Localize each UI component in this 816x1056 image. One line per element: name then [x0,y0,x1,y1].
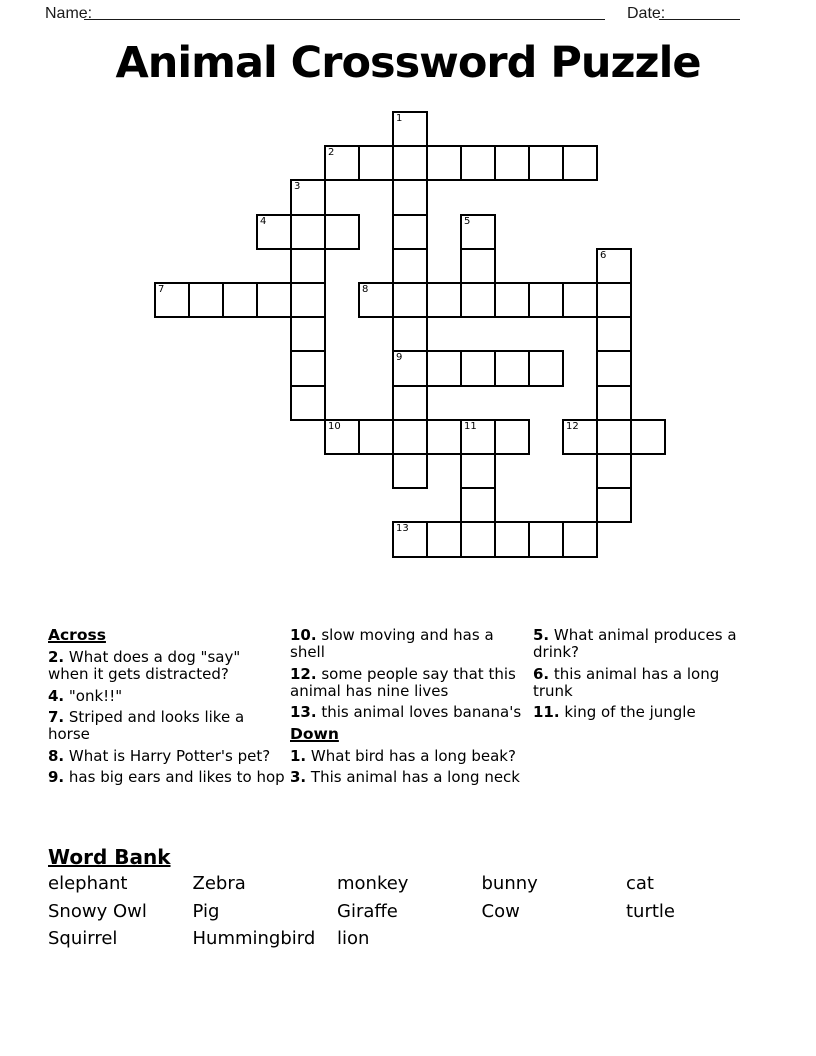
clue-text: Striped and looks like a horse [48,708,245,743]
clue-number: 10. [290,626,317,644]
word-bank-word-cat: cat [626,873,654,894]
grid-cell-r5-c2 [222,282,258,318]
word-bank-word-zebra: Zebra [192,873,246,894]
grid-cell-r1-c6 [358,145,394,181]
clue-number: 11. [533,703,560,721]
clue-number: 2. [48,648,65,666]
grid-cell-r1-c10 [494,145,530,181]
clue-text: This animal has a long neck [306,768,520,786]
grid-number-7: 7 [158,284,165,295]
grid-cell-r11-c9 [460,487,496,523]
clue-across-12 [290,666,527,700]
grid-cell-r9-c7 [392,419,428,455]
clue-down-5 [533,627,758,661]
grid-number-2: 2 [328,147,335,159]
clue-across-4 [48,688,285,705]
word-bank-word-lion: lion [337,928,370,949]
grid-cell-r7-c7 [392,350,428,386]
word-bank-word-elephant: elephant [48,873,128,894]
clue-text: some people say that this animal has nine lives [290,664,516,700]
grid-cell-r4-c13 [596,248,632,284]
clue-across-8 [48,748,285,765]
clue-text: What bird has a long beak? [306,746,516,765]
grid-cell-r8-c4 [290,385,326,421]
grid-cell-r1-c12 [562,145,598,181]
grid-cell-r10-c7 [392,453,428,489]
word-bank-word-cow: Cow [481,900,520,922]
grid-cell-r12-c9 [460,521,496,557]
clue-across-2 [48,649,285,683]
clue-across-7 [48,709,285,743]
grid-number-5: 5 [464,215,471,227]
grid-number-12: 12 [566,420,579,432]
word-bank-word-monkey: monkey [337,873,409,894]
grid-cell-r6-c13 [596,316,632,352]
grid-cell-r5-c12 [562,282,598,318]
grid-cell-r3-c4 [290,214,326,250]
grid-cell-r10-c9 [460,453,496,489]
word-bank-word-pig: Pig [192,900,220,922]
grid-cell-r7-c9 [460,350,496,386]
grid-cell-r9-c9 [460,419,496,455]
grid-number-4: 4 [260,215,267,227]
clue-number: 5. [533,626,550,644]
grid-cell-r3-c7 [392,214,428,250]
grid-cell-r7-c8 [426,350,462,386]
clues-header-across: Across [48,626,106,644]
word-bank-word-giraffe: Giraffe [337,900,398,922]
word-bank-heading: Word Bank [48,845,171,869]
grid-cell-r5-c9 [460,282,496,318]
clue-text: What animal produces a drink? [533,626,737,661]
grid-number-3: 3 [294,181,301,193]
grid-cell-r4-c9 [460,248,496,284]
grid-cell-r5-c3 [256,282,292,318]
grid-cell-r1-c5 [324,145,360,181]
grid-cell-r1-c7 [392,145,428,181]
grid-cell-r6-c7 [392,316,428,352]
word-bank-word-turtle: turtle [626,900,675,922]
page-title: Animal Crossword Puzzle [115,38,701,88]
grid-number-11: 11 [464,420,477,432]
clue-number: 1. [290,746,307,765]
clue-text: this animal has a long trunk [533,664,720,700]
grid-cell-r2-c4 [290,179,326,215]
name-label: Name: [45,5,93,22]
grid-cell-r12-c8 [426,521,462,557]
clue-text: What does a dog "say" when it gets distracted? [48,648,241,683]
grid-cell-r10-c13 [596,453,632,489]
grid-cell-r7-c13 [596,350,632,386]
grid-cell-r12-c12 [562,521,598,557]
grid-cell-r9-c14 [630,419,666,455]
grid-number-1: 1 [396,113,403,124]
grid-cell-r5-c13 [596,282,632,318]
clue-number: 3. [290,768,307,786]
clue-across-13 [290,704,527,721]
clue-down-1 [290,748,527,765]
clue-number: 9. [48,768,65,786]
grid-cell-r9-c10 [494,419,530,455]
grid-number-13: 13 [396,523,409,535]
grid-cell-r2-c7 [392,179,428,215]
clue-text: What is Harry Potter's pet? [64,746,271,765]
grid-cell-r9-c12 [562,419,598,455]
grid-cell-r9-c6 [358,419,394,455]
grid-cell-r7-c10 [494,350,530,386]
clue-number: 4. [48,686,65,705]
grid-cell-r1-c8 [426,145,462,181]
grid-cell-r5-c7 [392,282,428,318]
clue-down-6 [533,666,758,700]
clue-text: king of the jungle [559,703,696,721]
clue-down-3 [290,769,527,786]
clue-number: 7. [48,708,65,726]
grid-cell-r12-c11 [528,521,564,557]
grid-cell-r3-c3 [256,214,292,250]
word-bank-word-squirrel: Squirrel [48,928,118,949]
grid-cell-r3-c9 [460,214,496,250]
word-bank-list [48,874,771,948]
date-label: Date: [627,5,666,22]
grid-cell-r5-c0 [154,282,190,318]
clues-column-1 [48,627,285,791]
grid-cell-r12-c7 [392,521,428,557]
grid-number-8: 8 [362,284,369,295]
grid-cell-r7-c11 [528,350,564,386]
clues-column-3 [533,627,758,726]
grid-cell-r6-c4 [290,316,326,352]
clue-text: slow moving and has a shell [290,626,494,661]
clue-number: 8. [48,746,65,765]
word-bank-word-bunny: bunny [481,873,538,894]
clues-column-2 [290,627,527,791]
grid-cell-r5-c8 [426,282,462,318]
clue-number: 13. [290,703,317,721]
grid-cell-r7-c4 [290,350,326,386]
grid-cell-r3-c5 [324,214,360,250]
grid-cell-r9-c13 [596,419,632,455]
word-bank-word-snowy-owl: Snowy Owl [48,900,147,922]
grid-cell-r9-c8 [426,419,462,455]
grid-cell-r12-c10 [494,521,530,557]
clue-text: this animal loves banana's [316,703,522,721]
word-bank-word-hummingbird: Hummingbird [192,928,316,949]
grid-cell-r8-c7 [392,385,428,421]
grid-cell-r0-c7 [392,111,428,147]
clue-number: 12. [290,664,317,683]
grid-cell-r5-c11 [528,282,564,318]
clue-down-11 [533,704,758,721]
grid-number-9: 9 [396,352,403,364]
clues-header-down: Down [290,724,339,743]
clue-number: 6. [533,664,550,683]
grid-number-10: 10 [328,420,341,432]
clue-across-10 [290,627,527,661]
grid-cell-r1-c11 [528,145,564,181]
grid-cell-r9-c5 [324,419,360,455]
clue-text: "onk!!" [64,686,123,705]
grid-cell-r1-c9 [460,145,496,181]
grid-cell-r4-c4 [290,248,326,284]
grid-cell-r5-c1 [188,282,224,318]
grid-cell-r5-c4 [290,282,326,318]
grid-number-6: 6 [600,249,607,261]
grid-cell-r4-c7 [392,248,428,284]
clue-across-9 [48,769,285,786]
grid-cell-r5-c10 [494,282,530,318]
grid-cell-r5-c6 [358,282,394,318]
grid-cell-r8-c13 [596,385,632,421]
grid-cell-r11-c13 [596,487,632,523]
clue-text: has big ears and likes to hop [64,768,285,786]
